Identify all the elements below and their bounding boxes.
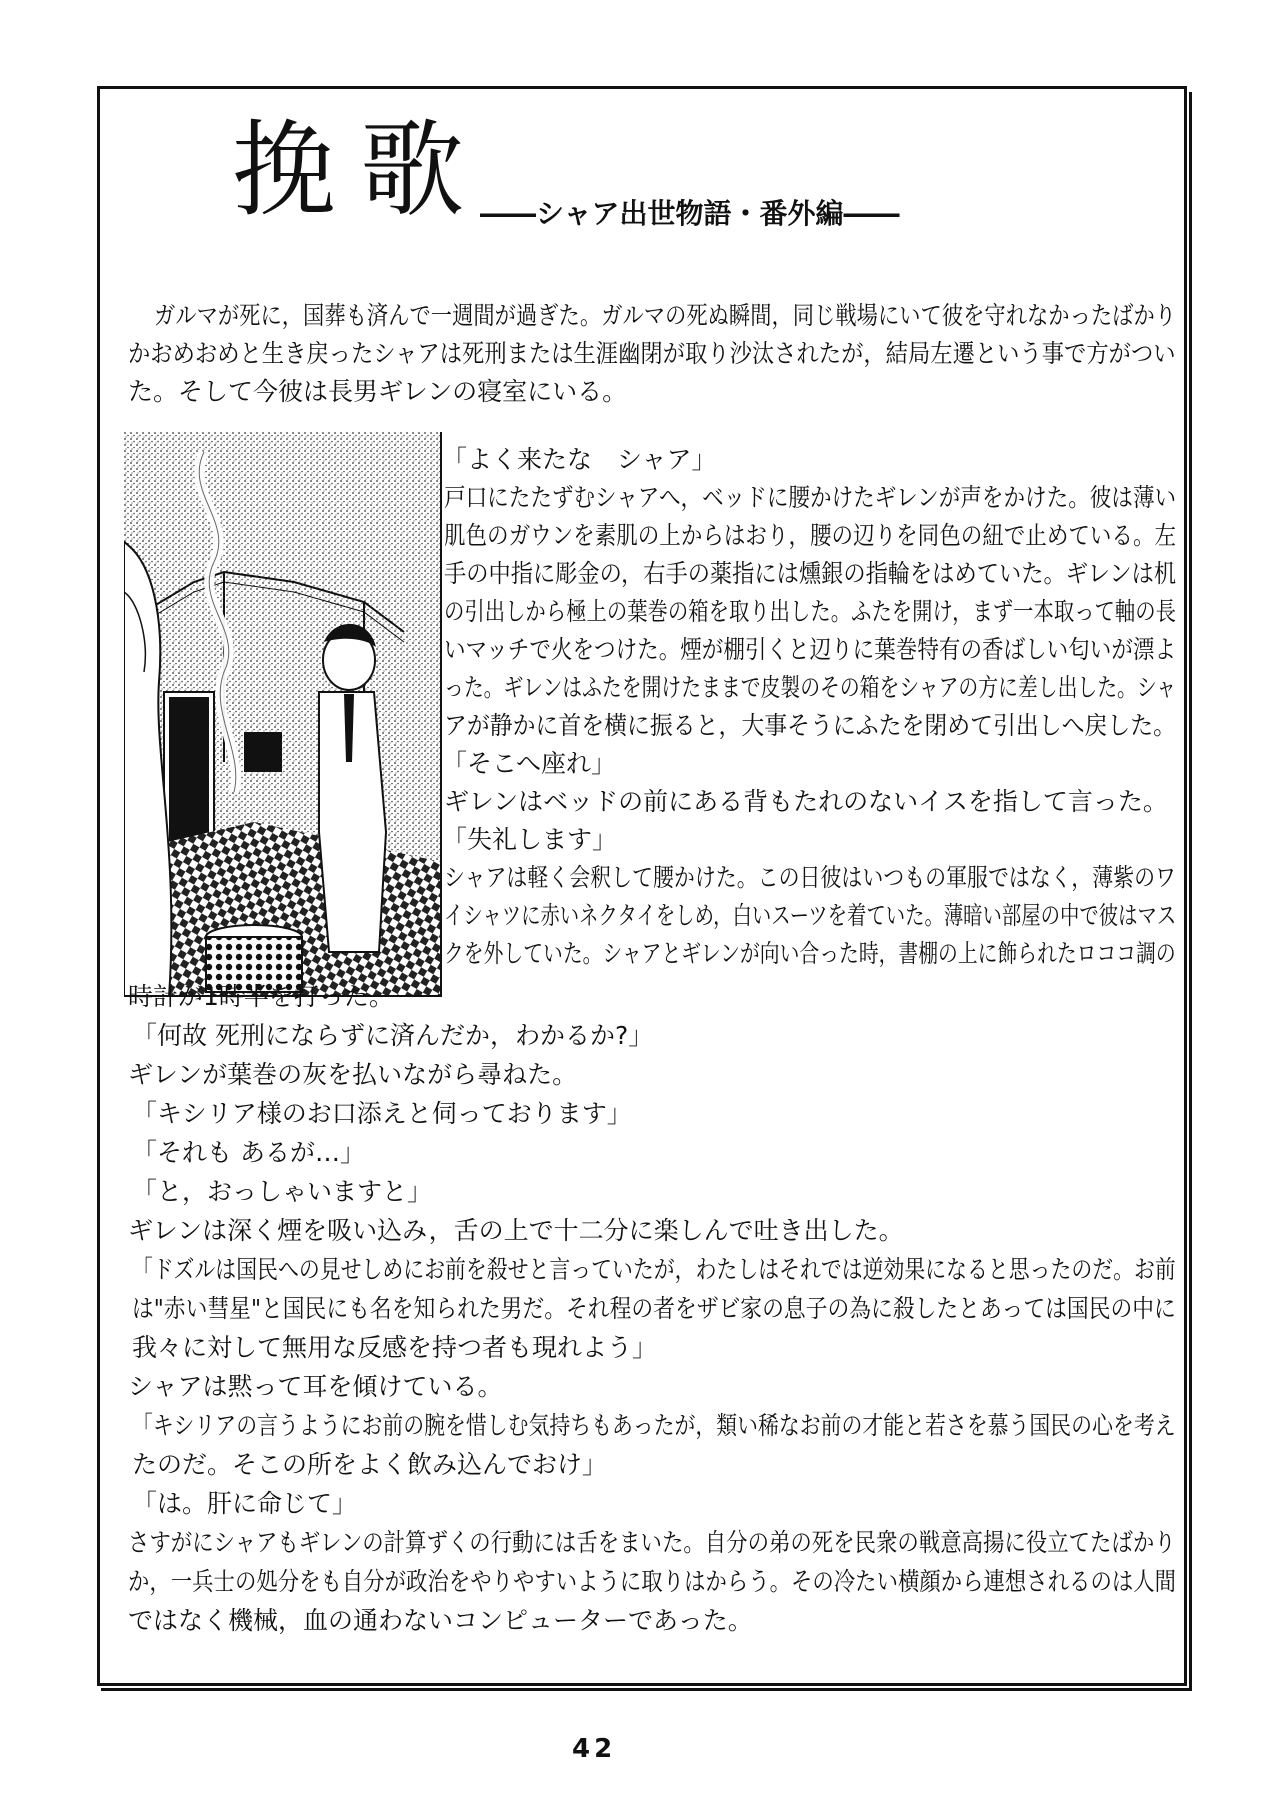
body-line-4: 「よく来たな シャア」 xyxy=(442,445,717,474)
body-line-6: 肌色のガウンを素肌の上からはおり，腰の辺りを同色の紐で止めている。左 xyxy=(444,521,1177,550)
body-line-9: いマッチで火をつけた。煙が棚引くと辺りに葉巻特有の香ばしい匂いが漂よ xyxy=(444,635,1177,664)
room-scene-illustration xyxy=(124,432,442,997)
body-line-3: た。そして今彼は長男ギレンの寝室にいる。 xyxy=(128,377,628,406)
body-line-23: 「と，おっしゃいますと」 xyxy=(132,1177,433,1206)
border-shadow-right xyxy=(1189,92,1192,1688)
body-line-14: 「失礼します」 xyxy=(442,825,618,854)
body-line-21: 「キシリア様のお口添えと伺っております」 xyxy=(132,1099,632,1128)
body-line-22: 「それも あるが…」 xyxy=(132,1138,365,1167)
body-line-20: ギレンが葉巻の灰を払いながら尋ねた。 xyxy=(128,1060,578,1089)
body-line-15: シャアは軽く会釈して腰かけた。この日彼はいつもの軍服ではなく，薄紫のワ xyxy=(444,863,1176,892)
story-title: 挽歌 xyxy=(232,109,489,231)
story-subtitle: ――シャア出世物語・番外編―― xyxy=(480,197,900,230)
page-number: 42 xyxy=(572,1734,617,1764)
body-line-8: の引出しから極上の葉巻の箱を取り出した。ふたを開け，まず一本取って軸の長 xyxy=(444,597,1176,626)
body-line-26: は"赤い彗星"と国民にも名を知られた男だ。それ程の者をザビ家の息子の為に殺したとあっては国民の中に xyxy=(132,1294,1176,1323)
body-line-12: 「そこへ座れ」 xyxy=(442,749,617,778)
body-line-17: クを外していた。シャアとギレンが向い合った時，書棚の上に飾られたロココ調の xyxy=(444,939,1176,968)
body-line-24: ギレンは深く煙を吸い込み，舌の上で十二分に楽しんで吐き出した。 xyxy=(128,1216,904,1245)
body-line-2: かおめおめと生き戻ったシャアは死刑または生涯幽閉が取り沙汰されたが，結局左遷という事で方がつい xyxy=(128,339,1176,368)
body-line-28: シャアは黙って耳を傾けている。 xyxy=(128,1372,503,1401)
body-line-1: ガルマが死に，国葬も済んで一週間が過ぎた。ガルマの死ぬ瞬間，同じ戦場にいて彼を守れなかったばかり xyxy=(154,301,1177,330)
body-line-33: か，一兵士の処分をも自分が政治をやりやすいように取りはからう。その冷たい横顔から連想されるのは人間 xyxy=(128,1567,1177,1596)
body-line-10: った。ギレンはふたを開けたままで皮製のその箱をシャアの方に差し出した。シャ xyxy=(444,673,1177,702)
illustration-drawing xyxy=(124,432,442,997)
body-line-34: ではなく機械，血の通わないコンピューターであった。 xyxy=(128,1606,753,1635)
body-line-30: たのだ。そこの所をよく飲み込んでおけ」 xyxy=(132,1450,608,1479)
body-line-18: 時計が1時半を打った。 xyxy=(128,982,394,1011)
body-line-13: ギレンはベッドの前にある背もたれのないイスを指して言った。 xyxy=(444,787,1168,816)
body-line-5: 戸口にたたずむシャアへ，ベッドに腰かけたギレンが声をかけた。彼は薄い xyxy=(444,483,1177,512)
body-line-16: イシャツに赤いネクタイをしめ，白いスーツを着ていた。薄暗い部屋の中で彼はマス xyxy=(444,901,1177,930)
body-line-19: 「何故 死刑にならずに済んだか，わかるか?」 xyxy=(132,1021,654,1050)
body-line-7: 手の中指に彫金の，右手の薬指には燻銀の指輪をはめていた。ギレンは机 xyxy=(444,559,1177,588)
body-line-31: 「は。肝に命じて」 xyxy=(132,1489,358,1518)
border-shadow-bottom xyxy=(101,1688,1192,1691)
body-line-29: 「キシリアの言うようにお前の腕を惜しむ気持ちもあったが，類い稀なお前の才能と若さを慕う国民の心を考え xyxy=(132,1411,1176,1440)
body-line-11: アが静かに首を横に振ると，大事そうにふたを閉めて引出しへ戻した。 xyxy=(444,711,1177,740)
body-line-25: 「ドズルは国民への見せしめにお前を殺せと言っていたが，わたしはそれでは逆効果になると思ったのだ。お前 xyxy=(132,1255,1176,1284)
body-line-32: さすがにシャアもギレンの計算ずくの行動には舌をまいた。自分の弟の死を民衆の戦意高揚に役立てたばかり xyxy=(128,1528,1176,1557)
body-line-27: 我々に対して無用な反感を持つ者も現れよう」 xyxy=(132,1333,658,1362)
